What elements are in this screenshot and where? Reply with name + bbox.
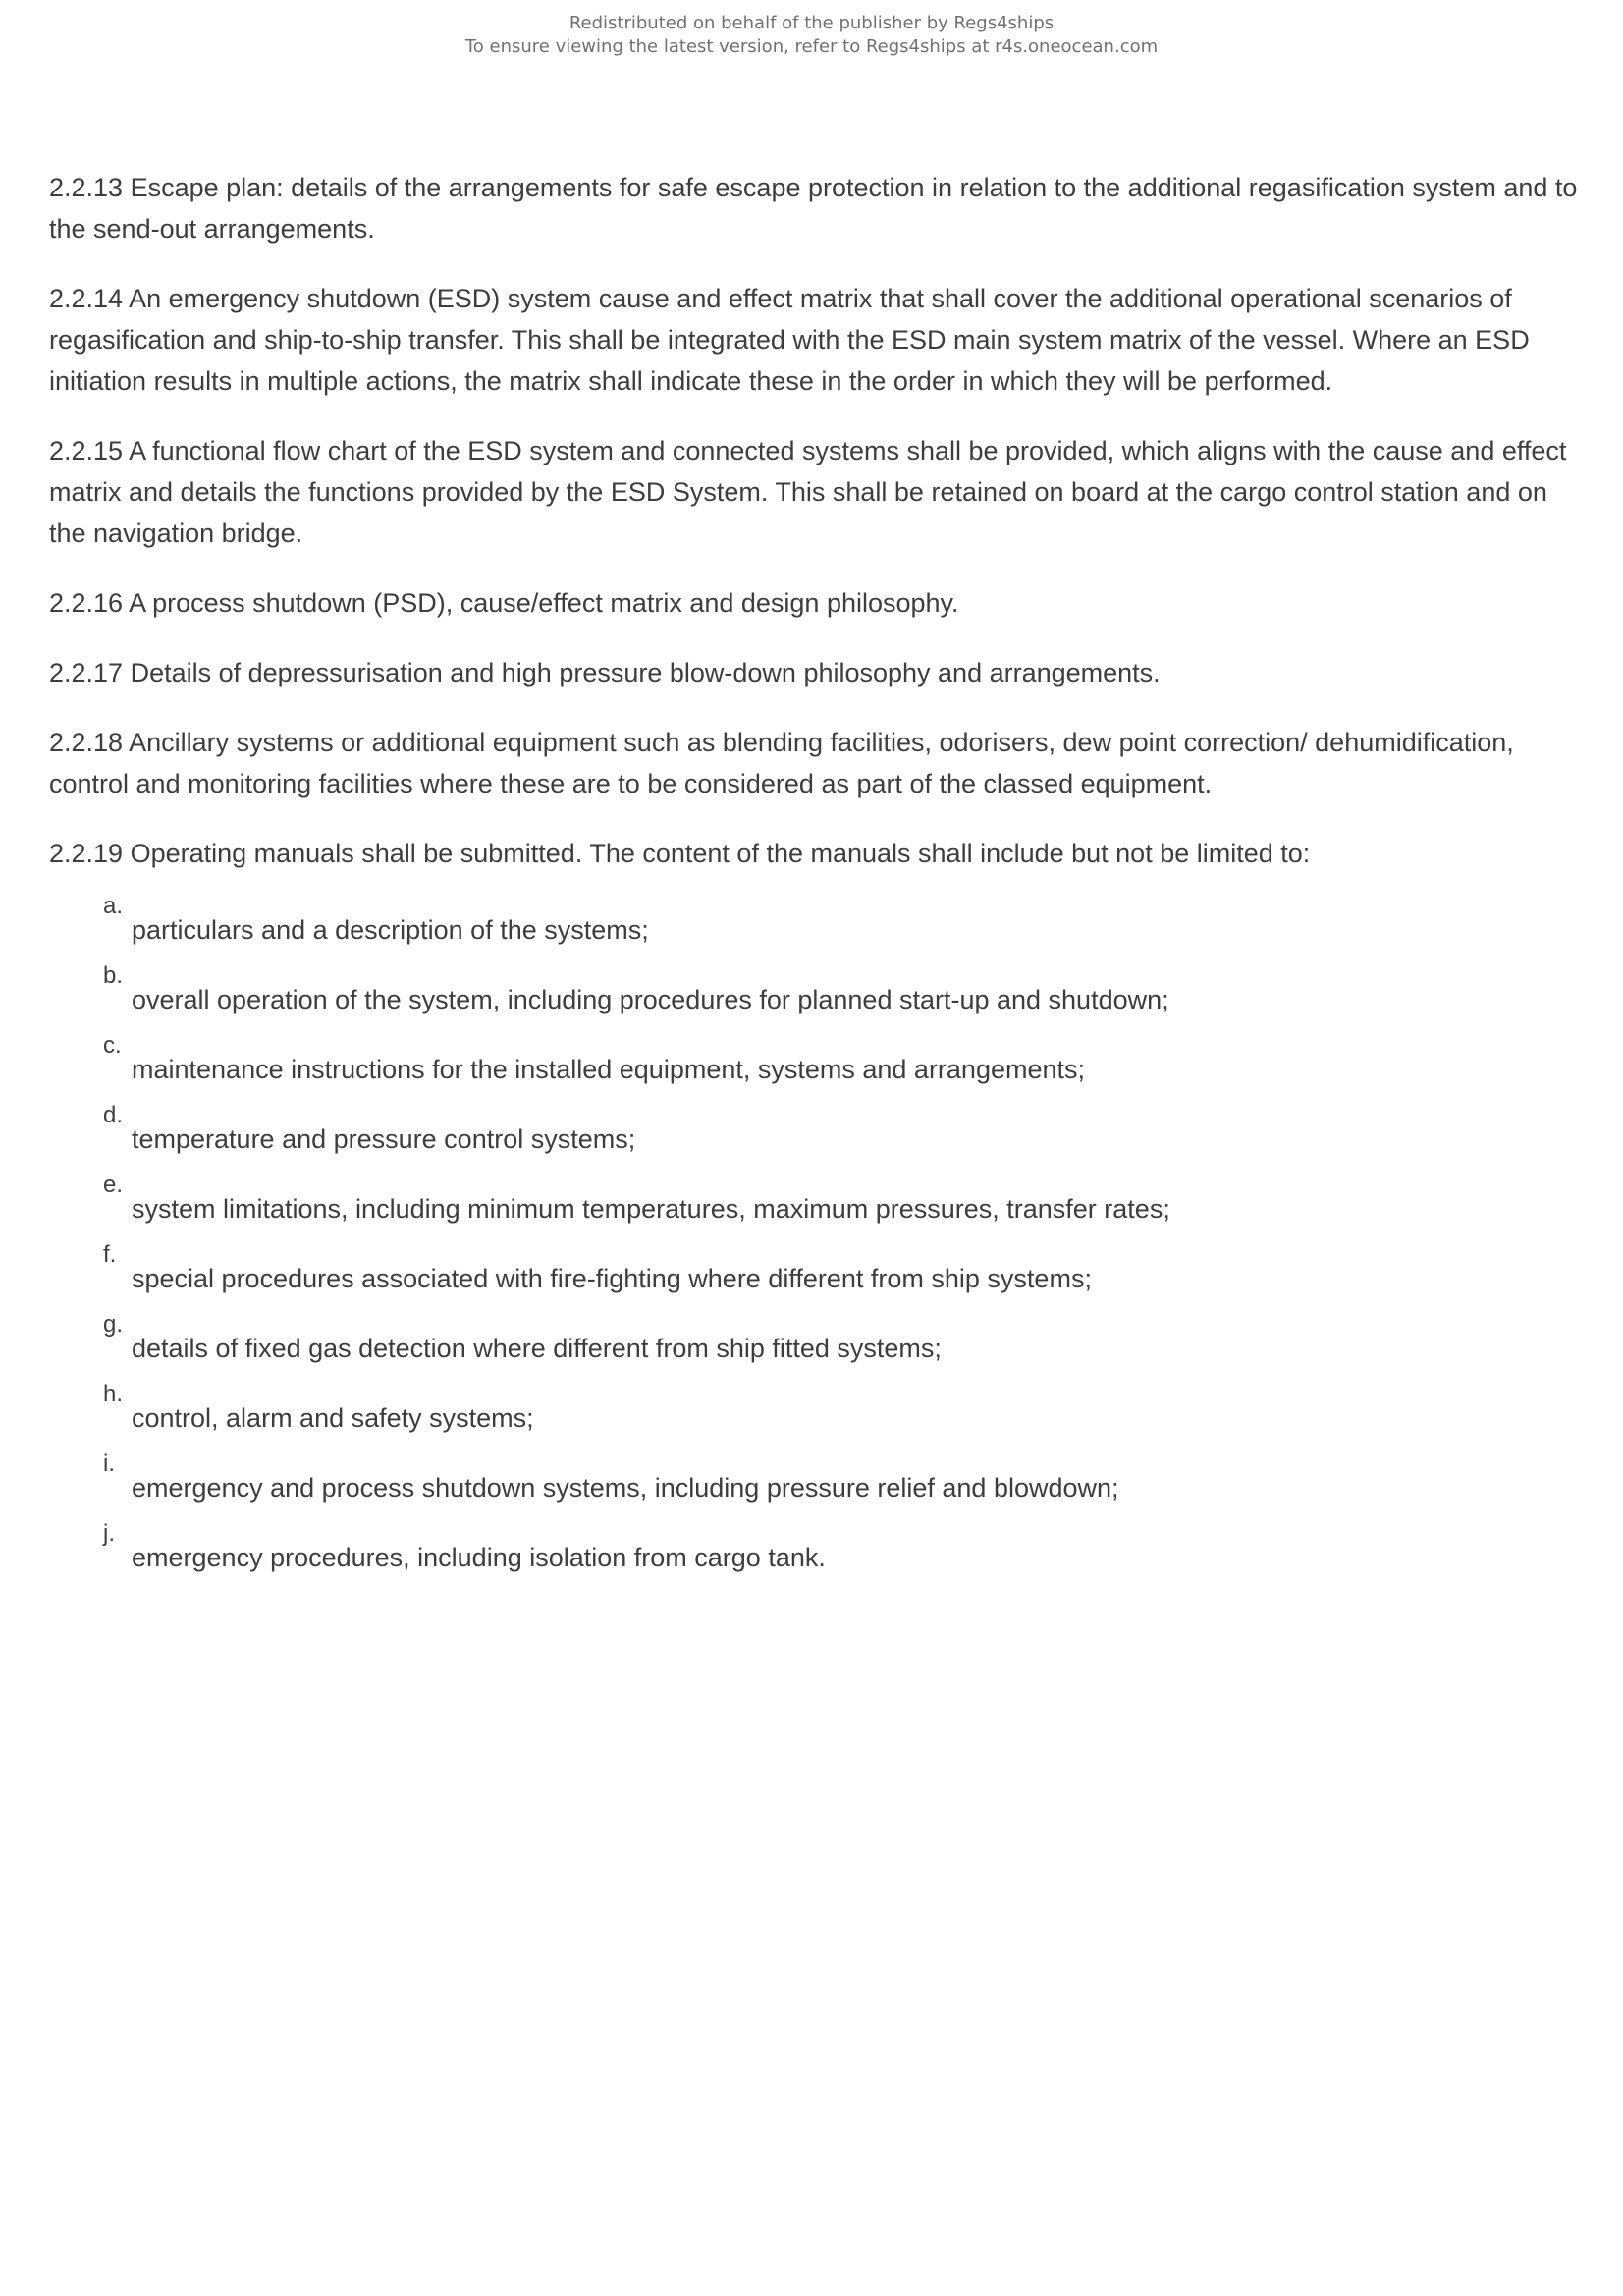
list-item bbox=[49, 1032, 1581, 1109]
list-item-text: system limitations, including minimum temperatures, maximum pressures, transfer rates; bbox=[132, 1194, 1170, 1224]
list-marker: i. bbox=[103, 1450, 115, 1477]
list-item-text: special procedures associated with fire-fighting where different from ship systems; bbox=[132, 1264, 1092, 1293]
document-body bbox=[49, 167, 1581, 1597]
list-marker: e. bbox=[103, 1172, 124, 1198]
list-item bbox=[49, 1381, 1581, 1457]
paragraph-2-2-13: 2.2.13 Escape plan: details of the arrangements for safe escape protection in relation to the additional regasification system and to the send-out arrangements. bbox=[49, 173, 1578, 244]
list-marker: c. bbox=[103, 1032, 122, 1059]
redistribution-header bbox=[0, 12, 1623, 59]
list-marker: a. bbox=[103, 893, 124, 919]
header-line-publisher: Redistributed on behalf of the publisher by Regs4ships bbox=[568, 13, 1055, 33]
list-item bbox=[49, 1450, 1581, 1527]
list-item bbox=[49, 893, 1581, 969]
list-marker: b. bbox=[103, 962, 124, 989]
paragraph-2-2-17: 2.2.17 Details of depressurisation and high pressure blow-down philosophy and arrangements. bbox=[49, 658, 1161, 687]
list-item-text: particulars and a description of the systems; bbox=[132, 915, 649, 945]
list-item bbox=[49, 1241, 1581, 1318]
list-item-text: emergency and process shutdown systems, including pressure relief and blowdown; bbox=[132, 1473, 1119, 1503]
list-marker: g. bbox=[103, 1311, 124, 1338]
list-marker: d. bbox=[103, 1102, 124, 1128]
list-item-text: maintenance instructions for the installed equipment, systems and arrangements; bbox=[132, 1055, 1086, 1084]
paragraph-2-2-18: 2.2.18 Ancillary systems or additional equipment such as blending facilities, odorisers, dew point correction/ dehumidification, control and monitoring facilities where these are to be considered as part of the classed equipment. bbox=[49, 728, 1514, 798]
list-item-text: control, alarm and safety systems; bbox=[132, 1403, 534, 1433]
header-line-version-note: To ensure viewing the latest version, refer to Regs4ships at r4s.oneocean.com bbox=[464, 36, 1159, 57]
list-marker: j. bbox=[103, 1520, 115, 1547]
list-item-text: emergency procedures, including isolation from cargo tank. bbox=[132, 1543, 826, 1572]
list-item-text: overall operation of the system, including procedures for planned start-up and shutdown; bbox=[132, 985, 1169, 1014]
list-marker: f. bbox=[103, 1241, 117, 1268]
paragraph-2-2-14: 2.2.14 An emergency shutdown (ESD) system cause and effect matrix that shall cover the additional operational scenarios of regasification and ship-to-ship transfer. This shall be integrated with the ESD main system matrix of the vessel. Where an ESD initiation results in multiple actions, the matrix shall indicate these in the order in which they will be performed. bbox=[49, 284, 1530, 396]
list-item bbox=[49, 1311, 1581, 1388]
paragraph-2-2-15: 2.2.15 A functional flow chart of the ESD system and connected systems shall be provided, which aligns with the cause and effect matrix and details the functions provided by the ESD System. This shall be retained on board at the cargo control station and on the navigation bridge. bbox=[49, 436, 1567, 548]
paragraph-2-2-19: 2.2.19 Operating manuals shall be submitted. The content of the manuals shall include but not be limited to: bbox=[49, 839, 1311, 868]
list-item bbox=[49, 1102, 1581, 1178]
list-item bbox=[49, 1520, 1581, 1597]
list-item-text: details of fixed gas detection where different from ship fitted systems; bbox=[132, 1334, 942, 1363]
list-item bbox=[49, 1172, 1581, 1248]
list-item bbox=[49, 962, 1581, 1039]
list-item-text: temperature and pressure control systems; bbox=[132, 1124, 636, 1154]
paragraph-2-2-16: 2.2.16 A process shutdown (PSD), cause/effect matrix and design philosophy. bbox=[49, 588, 959, 618]
operating-manual-contents-list bbox=[49, 893, 1581, 1597]
list-marker: h. bbox=[103, 1381, 124, 1407]
